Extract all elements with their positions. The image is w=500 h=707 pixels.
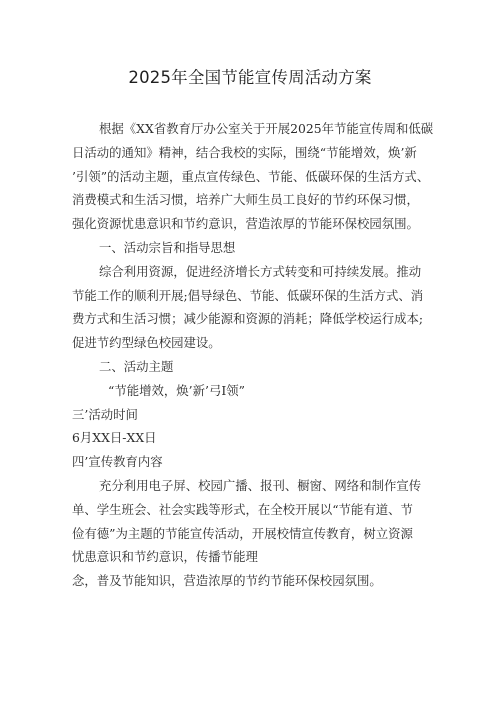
section-heading-theme: 二、活动主题 <box>99 358 174 374</box>
intro-line: 消费模式和生活习惯，培养广大师生员工良好的节约环保习惯， <box>72 192 419 208</box>
content-line: 念，普及节能知识，营造浓厚的节约节能环保校园氛围。 <box>72 573 382 589</box>
intro-line: 日活动的通知》精神，结合我校的实际，围绕“节能增效，焕’新 <box>72 144 417 160</box>
intro-line: 根据《XX省教育厅办公室关于开展2025年节能宣传周和低碳 <box>99 121 434 136</box>
section-heading-time: 三’活动时间 <box>72 406 138 422</box>
section-heading-purpose: 一、活动宗旨和指导思想 <box>99 239 236 255</box>
content-line: 单、学生班会、社会实践等形式，在全校开展以“节能有道、节 <box>72 501 413 517</box>
intro-line: 强化资源忧患意识和节约意识，营造浓厚的节能环保校园氛围。 <box>72 216 419 232</box>
intro-line: ’引领”的活动主题，重点宣传绿色、节能、低碳环保的生活方式、 <box>72 168 430 184</box>
purpose-line: 节能工作的顺利开展;倡导绿色、节能、低碳环保的生活方式、消 <box>72 287 424 303</box>
content-line: 俭有德”为主题的节能宣传活动，开展校情宣传教育，树立资源 <box>72 525 413 541</box>
content-paragraph <box>72 474 434 593</box>
purpose-line: 费方式和生活习惯；减少能源和资源的消耗；降低学校运行成本; <box>72 311 424 327</box>
section-heading-content: 四’宣传教育内容 <box>72 454 163 470</box>
purpose-line: 促进节约型绿色校园建设。 <box>72 335 221 351</box>
content-line: 忧患意识和节约意识，传播节能理 <box>72 549 258 565</box>
document-body <box>72 117 434 593</box>
document-title: 2025年全国节能宣传周活动方案 <box>128 68 372 87</box>
purpose-paragraph <box>72 260 434 355</box>
content-line: 充分利用电子屏、校园广播、报刊、橱窗、网络和制作宣传 <box>99 477 422 493</box>
theme-text: “节能增效，焕’新’弓I领” <box>108 382 245 398</box>
purpose-line: 综合利用资源，促进经济增长方式转变和可持续发展。推动 <box>99 263 422 279</box>
time-value: 6月XX日-XX日 <box>72 430 157 446</box>
intro-paragraph <box>72 117 434 236</box>
